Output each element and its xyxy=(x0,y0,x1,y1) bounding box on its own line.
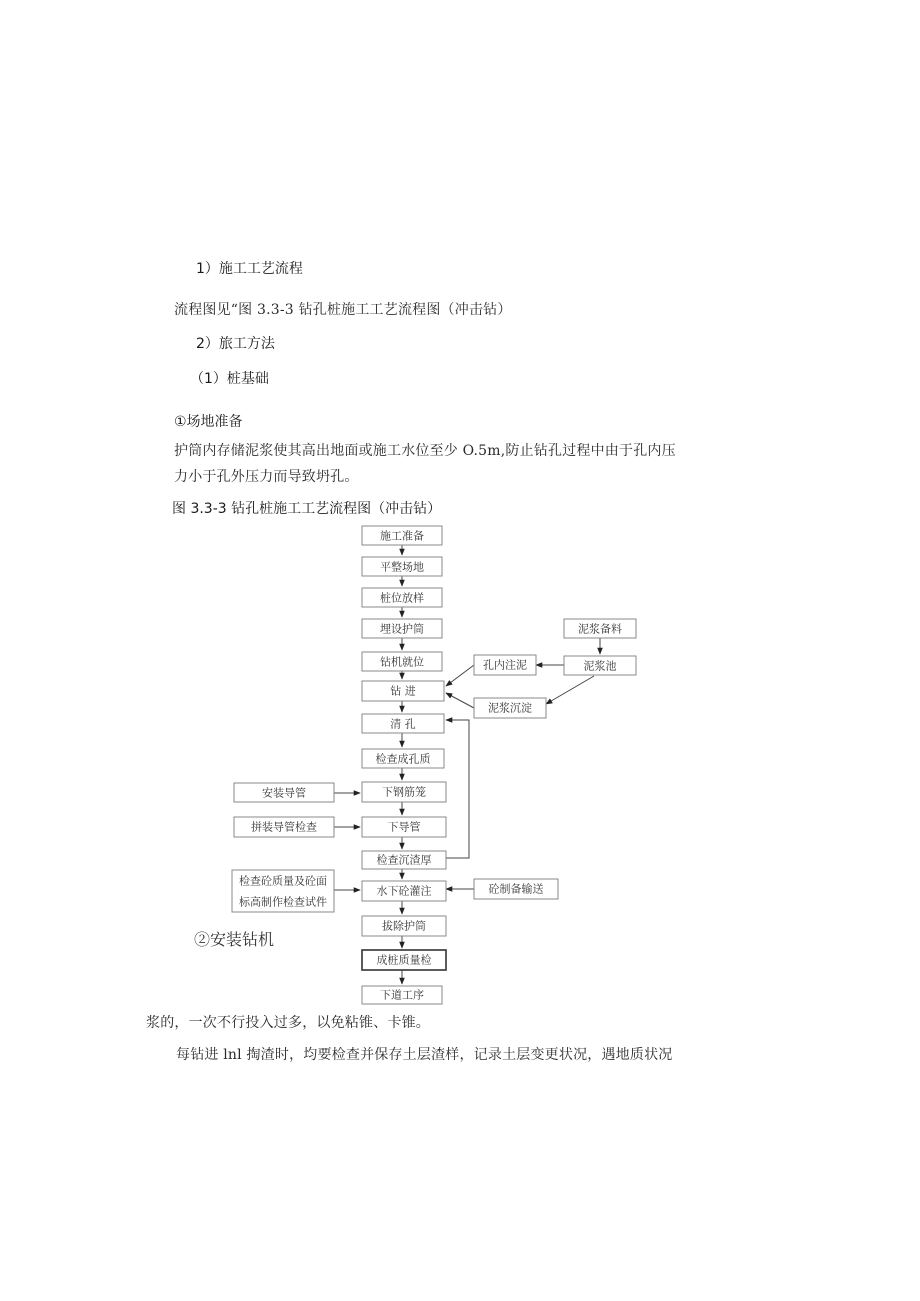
overlay-label-install-rig: ②安装钻机 xyxy=(194,930,275,949)
flow-box-drilling xyxy=(362,681,444,701)
flow-label-rebar-cage: 下钢筋笼 xyxy=(382,785,426,799)
paragraph-casing-line2: 力小于孔外压力而导致坍孔。 xyxy=(174,469,359,485)
flow-label-mud-settle: 泥浆沉淀 xyxy=(488,701,532,715)
flow-label-concrete-check-2: 标高制作检查试件 xyxy=(239,895,327,909)
flow-label-prep: 施工准备 xyxy=(380,529,424,543)
flow-box-level-site xyxy=(362,557,442,576)
flow-box-remove-casing xyxy=(362,916,446,936)
subsection-heading-pile: （1）桩基础 xyxy=(190,371,269,387)
item-heading-site-prep: ①场地准备 xyxy=(174,414,243,430)
flow-label-clean-hole: 清 孔 xyxy=(390,717,416,731)
paragraph-sampling: 每钻进 lnl 掏渣时，均要检查并保存土层渣样，记录土层变更状况，遇地质状况 xyxy=(176,1047,673,1063)
flow-label-stakeout: 桩位放样 xyxy=(380,591,424,605)
flow-label-check-hole: 检查成孔质 xyxy=(375,752,431,766)
flow-box-rebar-cage xyxy=(362,782,446,802)
flow-label-next-process: 下道工序 xyxy=(380,988,424,1002)
flow-box-mud-material xyxy=(564,619,636,638)
flow-box-stakeout xyxy=(362,588,442,607)
section-heading-method: 2）旅工方法 xyxy=(196,336,275,352)
flow-box-assemble-check xyxy=(234,817,334,837)
flow-label-mud-material: 泥浆备料 xyxy=(578,622,622,636)
flow-label-concrete-check-1: 检查砼质量及砼面 xyxy=(239,874,327,888)
flow-label-remove-casing: 拔除护筒 xyxy=(382,919,426,933)
flow-box-tremie xyxy=(362,817,446,837)
flow-label-install-pipe: 安装导管 xyxy=(262,786,306,800)
flow-box-mud-settle xyxy=(474,698,546,718)
flow-box-rig-position xyxy=(362,652,442,671)
flow-label-casing: 埋设护筒 xyxy=(380,622,424,636)
flow-box-concrete-supply xyxy=(474,879,558,899)
flow-label-assemble-check: 拼装导管检查 xyxy=(251,820,317,834)
flow-box-concrete-check xyxy=(232,870,334,912)
flow-label-drilling: 钻 进 xyxy=(390,684,416,698)
paragraph-casing-line1: 护筒内存储泥浆使其高出地面或施工水位至少 O.5m,防止钻孔过程中由于孔内压 xyxy=(174,443,676,459)
flow-label-level-site: 平整场地 xyxy=(380,560,424,574)
section-heading-process: 1）施工工艺流程 xyxy=(196,261,303,277)
paragraph-flowchart-reference: 流程图见“图 3.3-3 钻孔桩施工工艺流程图（冲击钻） xyxy=(174,302,512,318)
flow-label-rig-position: 钻机就位 xyxy=(380,655,424,669)
paragraph-mud-dosing: 浆的，一次不行投入过多，以免粘锥、卡锥。 xyxy=(146,1015,430,1031)
flow-box-prep xyxy=(362,526,442,545)
figure-caption: 图 3.3-3 钻孔桩施工工艺流程图（冲击钻） xyxy=(172,501,442,517)
flow-box-next-process xyxy=(362,986,442,1004)
flow-label-concrete-supply: 砼制备输送 xyxy=(488,882,544,896)
flow-box-mud-pool xyxy=(564,656,636,675)
flow-box-check-hole xyxy=(362,749,444,768)
flow-label-mud-pool: 泥浆池 xyxy=(583,659,617,673)
flow-box-check-sediment xyxy=(362,851,446,869)
flow-label-tremie: 下导管 xyxy=(387,820,421,834)
flow-box-install-pipe xyxy=(234,783,334,802)
flow-box-hole-mud xyxy=(474,655,536,675)
flow-label-pile-quality: 成桩质量检 xyxy=(376,953,432,967)
flow-label-hole-mud: 孔内注泥 xyxy=(483,658,527,672)
flow-label-check-sediment: 检查沉渣厚 xyxy=(376,853,432,867)
flow-box-clean-hole xyxy=(362,714,444,733)
flow-box-underwater-pour xyxy=(362,881,446,901)
flow-label-underwater-pour: 水下砼灌注 xyxy=(376,884,432,898)
flow-box-casing xyxy=(362,619,442,638)
flow-box-pile-quality xyxy=(362,950,446,970)
